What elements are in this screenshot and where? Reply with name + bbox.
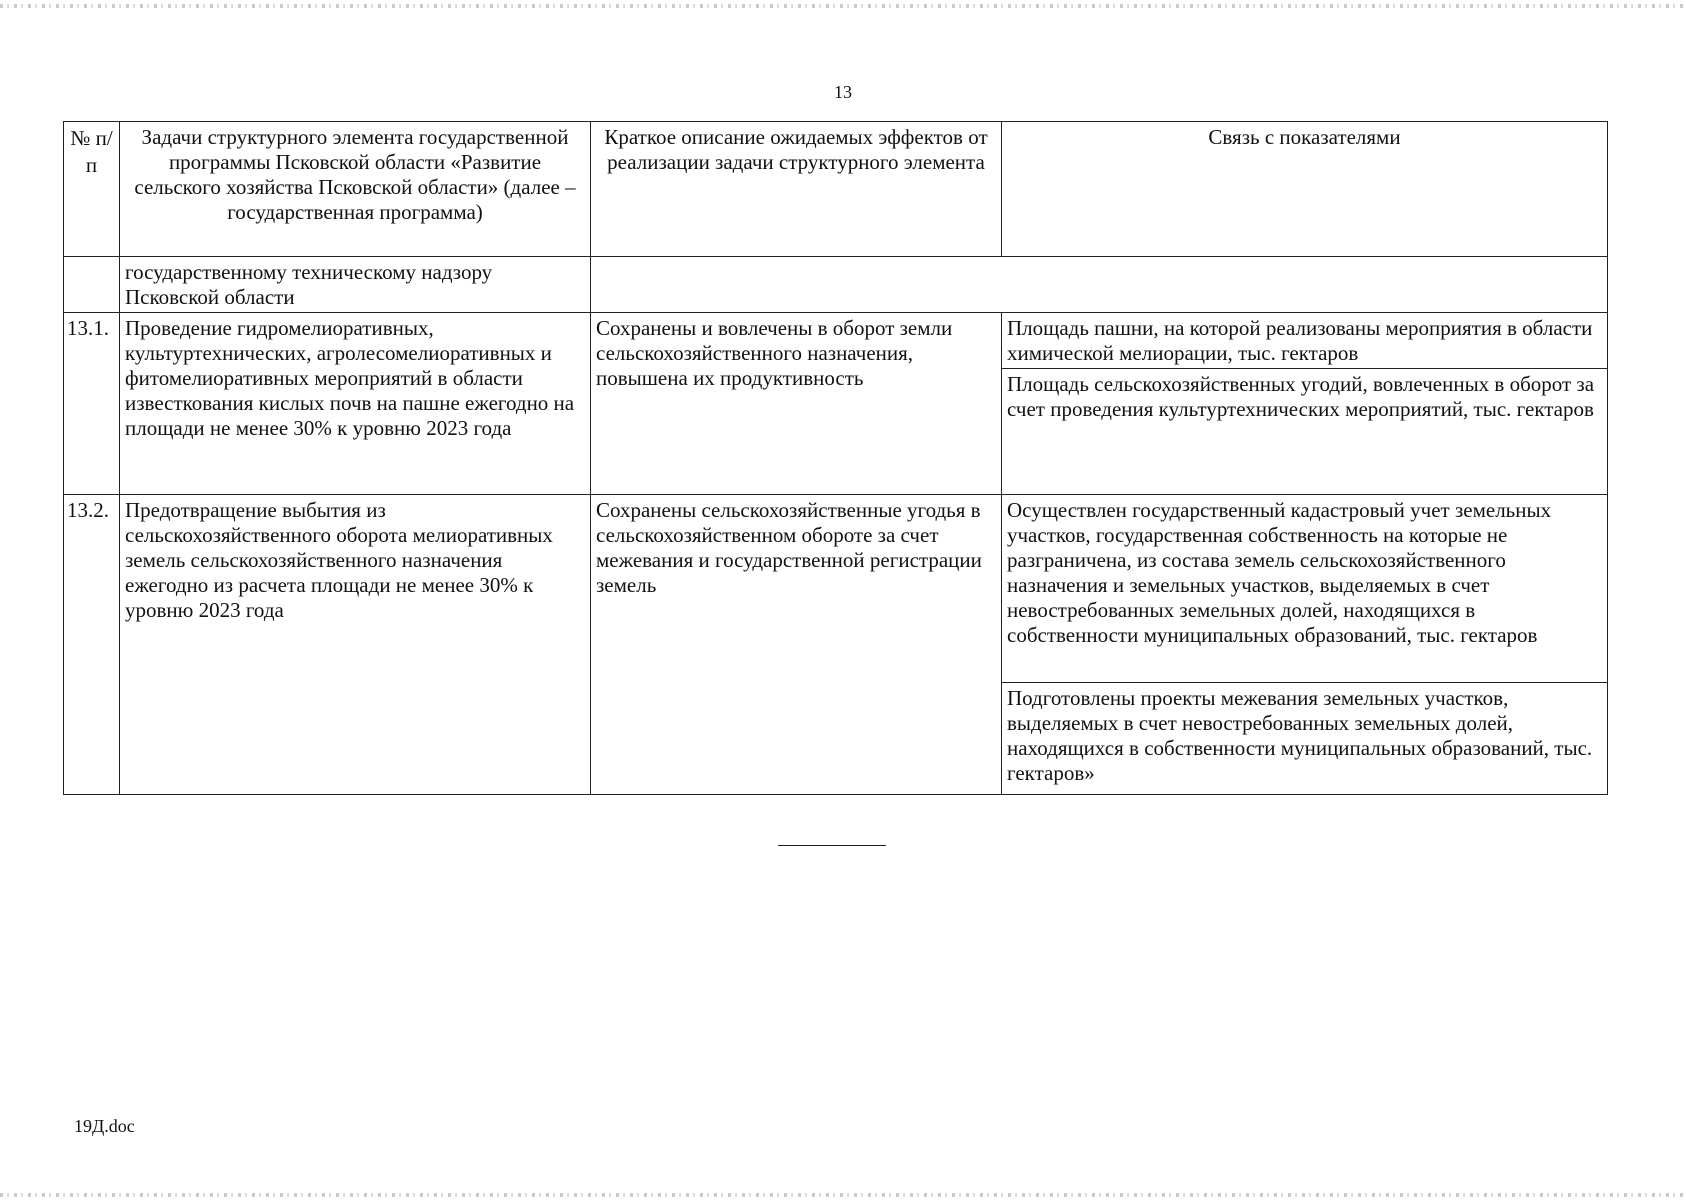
row-num xyxy=(64,257,120,313)
scan-edge-bottom xyxy=(0,1193,1686,1197)
row-indicator: Осуществлен государственный кадастровый учет земельных участков, государственная собственность на которые не разграничена, из состава земель сельскохозяйственного назначения и земельных участков, выделяемых в счет невостребованных земельных долей, находящихся в собственности муниципальных образований, тыс. гектаров xyxy=(1002,495,1608,683)
header-indicators: Связь с показателями xyxy=(1002,122,1608,257)
goals-table xyxy=(63,121,1608,795)
row-effect xyxy=(591,257,1608,313)
row-num: 13.1. xyxy=(64,313,120,495)
footer-file-name: 19Д.doc xyxy=(74,1116,135,1136)
table-header-row xyxy=(64,122,1608,257)
row-indicator: Подготовлены проекты межевания земельных участков, выделяемых в счет невостребованных земельных долей, находящихся в собственности муниципальных образований, тыс. гектаров» xyxy=(1002,683,1608,795)
row-num: 13.2. xyxy=(64,495,120,795)
scan-edge-top xyxy=(0,4,1686,8)
table-row xyxy=(64,495,1608,683)
row-task: государственному техническому надзору Псковской области xyxy=(120,257,591,313)
row-effect: Сохранены сельскохозяйственные угодья в сельскохозяйственном обороте за счет межевания и государственной регистрации земель xyxy=(591,495,1002,795)
page-number: 13 xyxy=(834,82,852,102)
header-num: № п/п xyxy=(64,122,120,257)
header-tasks: Задачи структурного элемента государственной программы Псковской области «Развитие сельского хозяйства Псковской области» (далее – государственная программа) xyxy=(120,122,591,257)
row-task: Проведение гидромелиоративных, культуртехнических, агролесомелиоративных и фитомелиоративных мероприятий в области известкования кислых почв на пашне ежегодно на площади не менее 30% к уровню 2023 года xyxy=(120,313,591,495)
table-row xyxy=(64,313,1608,369)
end-divider-line xyxy=(778,845,886,846)
table-row xyxy=(64,257,1608,313)
row-indicator: Площадь пашни, на которой реализованы мероприятия в области химической мелиорации, тыс. гектаров xyxy=(1002,313,1608,369)
row-task: Предотвращение выбытия из сельскохозяйственного оборота мелиоративных земель сельскохозяйственного назначения ежегодно из расчета площади не менее 30% к уровню 2023 года xyxy=(120,495,591,795)
row-effect: Сохранены и вовлечены в оборот земли сельскохозяйственного назначения, повышена их продуктивность xyxy=(591,313,1002,495)
header-effects: Краткое описание ожидаемых эффектов от реализации задачи структурного элемента xyxy=(591,122,1002,257)
row-indicator: Площадь сельскохозяйственных угодий, вовлеченных в оборот за счет проведения культуртехнических мероприятий, тыс. гектаров xyxy=(1002,369,1608,495)
